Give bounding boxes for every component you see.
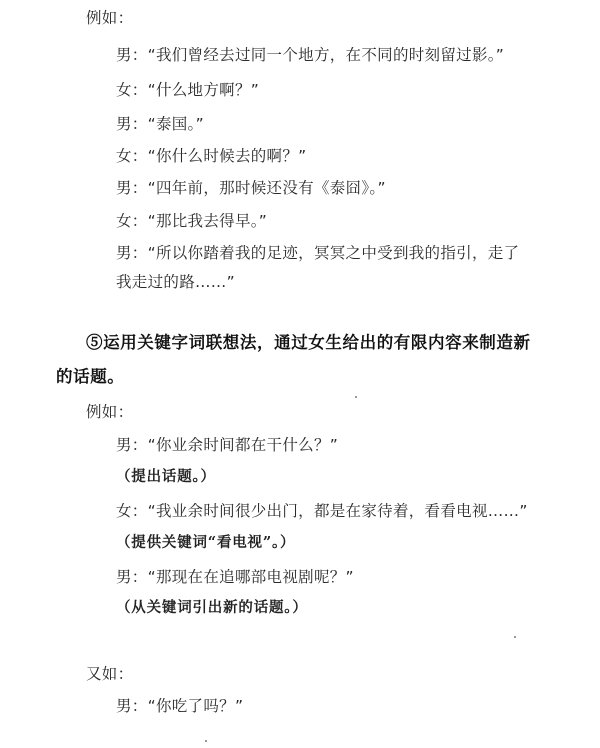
dialogue-text: “那比我去得早。” <box>147 212 268 230</box>
speaker-label: 男： <box>116 436 148 454</box>
dialogue-text: “你吃了吗？” <box>147 697 244 715</box>
example-intro: 例如： <box>86 9 134 27</box>
dialogue-line <box>116 567 354 587</box>
speaker-label: 男： <box>116 568 148 586</box>
dialogue-text: “所以你踏着我的足迹，冥冥之中受到我的指引，走了 <box>147 244 520 262</box>
section-heading-continuation: 的话题。 <box>56 367 125 386</box>
dialogue-text: “你业余时间都在干什么？” <box>147 436 339 454</box>
dialogue-line <box>116 146 306 166</box>
section-heading: ⑤运用关键字词联想法，通过女生给出的有限内容来制造新 <box>86 333 531 352</box>
dialogue-line <box>116 178 386 198</box>
example-intro: 又如： <box>86 665 134 683</box>
dialogue-text: “你什么时候去的啊？” <box>147 147 307 165</box>
dialogue-line <box>116 435 338 455</box>
dialogue-line <box>116 696 243 716</box>
speaker-label: 男： <box>116 46 148 64</box>
example-intro: 例如： <box>86 403 134 421</box>
dialogue-line <box>116 501 528 521</box>
speaker-label: 男： <box>116 115 148 133</box>
dialogue-line <box>116 211 267 231</box>
scan-speck <box>514 636 516 638</box>
speaker-label: 女： <box>116 502 148 520</box>
speaker-label: 女： <box>116 147 148 165</box>
dialogue-text: “我们曾经去过同一个地方，在不同的时刻留过影。” <box>147 46 505 64</box>
scan-speck <box>355 396 357 398</box>
dialogue-line <box>116 45 504 65</box>
scan-speck <box>205 740 207 742</box>
dialogue-line <box>116 80 259 100</box>
speaker-label: 男： <box>116 697 148 715</box>
annotation-note: （从关键词引出新的话题。） <box>116 599 308 616</box>
annotation-note: （提供关键词“看电视”。） <box>116 534 296 551</box>
speaker-label: 男： <box>116 179 148 197</box>
dialogue-line <box>116 243 519 263</box>
speaker-label: 女： <box>116 212 148 230</box>
dialogue-text: “我业余时间很少出门，都是在家待着，看看电视……” <box>147 502 528 520</box>
dialogue-text: “那现在在追哪部电视剧呢？” <box>147 568 354 586</box>
dialogue-continuation: 我走过的路……” <box>116 273 235 291</box>
dialogue-text: “什么地方啊？” <box>147 81 260 99</box>
speaker-label: 男： <box>116 244 148 262</box>
dialogue-text: “四年前，那时候还没有《泰囧》。” <box>147 179 386 197</box>
dialogue-line <box>116 114 204 134</box>
speaker-label: 女： <box>116 81 148 99</box>
dialogue-text: “泰国。” <box>147 115 204 133</box>
annotation-note: （提出话题。） <box>116 468 216 485</box>
